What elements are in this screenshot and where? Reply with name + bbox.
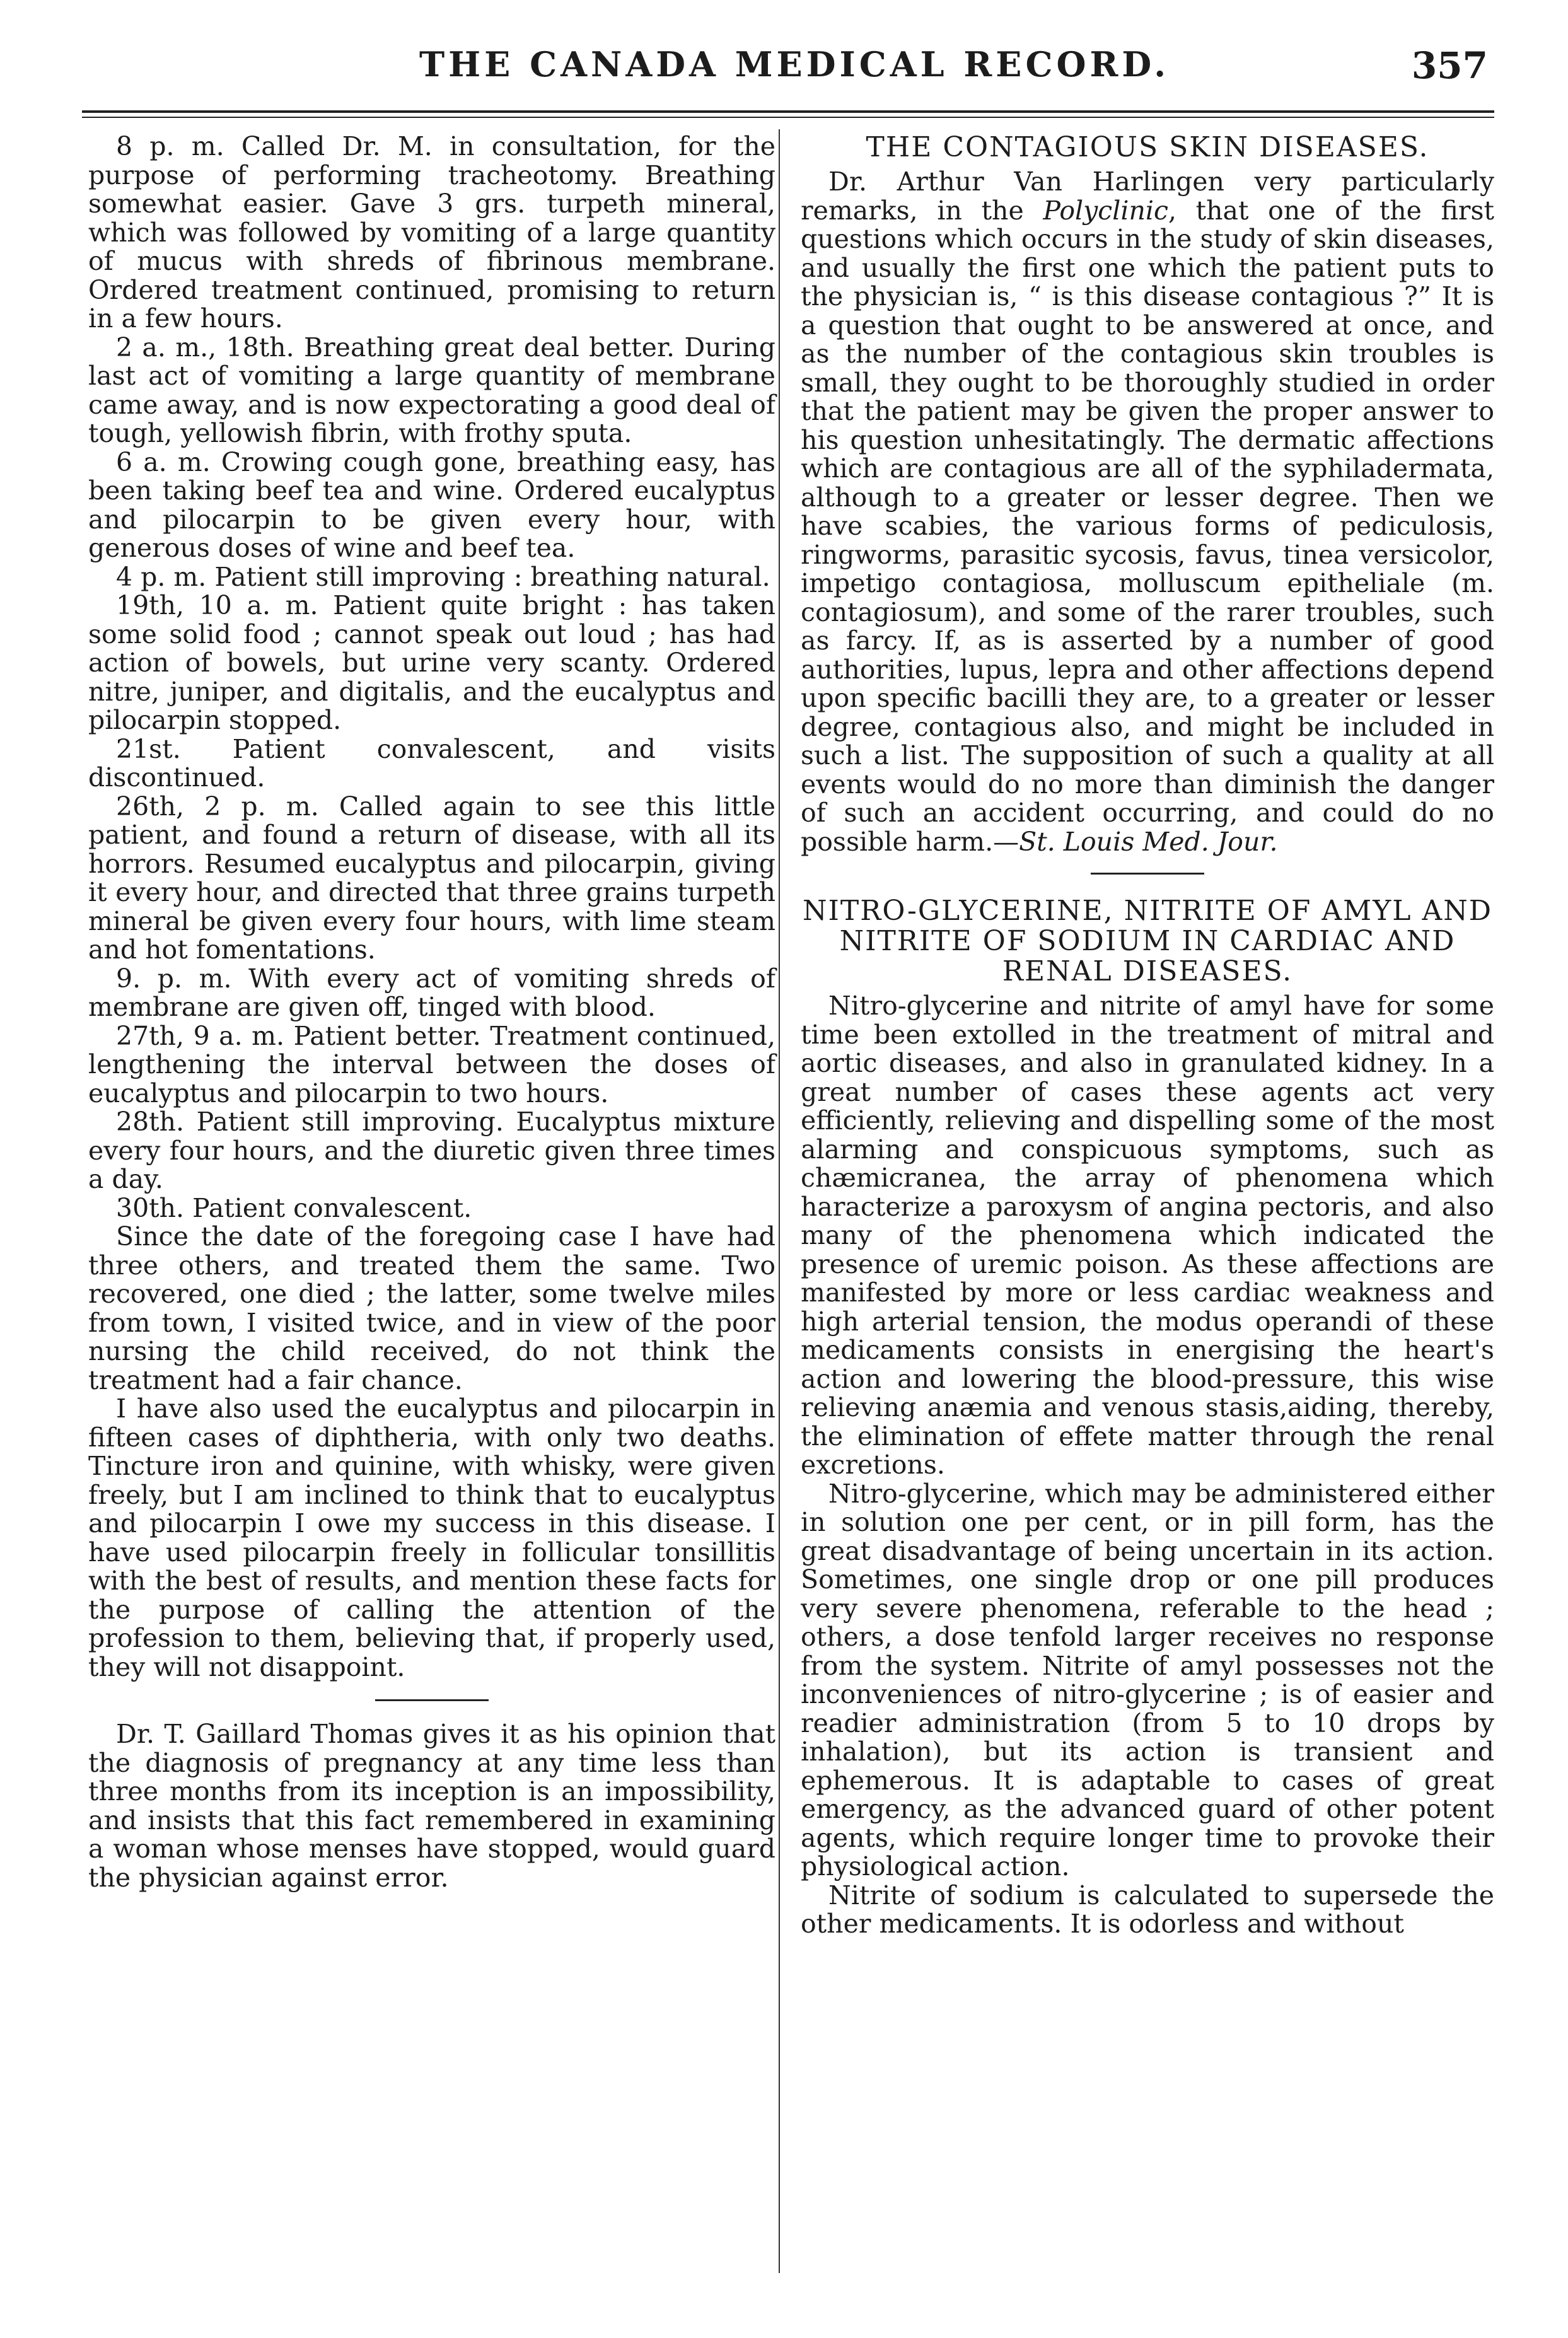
journal-title: THE CANADA MEDICAL RECORD. (419, 44, 1170, 84)
paragraph: Since the date of the foregoing case I have had three others, and treated them the same. Two recovered, one died ; the latter, some twelve miles from town, I visited twice, and in view of the poor nursing the child received, do not think the treatment had a fair chance. (88, 1221, 775, 1395)
section-separator (1091, 873, 1204, 875)
paragraph: 4 p. m. Patient still improving : breathing natural. (116, 561, 770, 592)
paragraph: 27th, 9 a. m. Patient better. Treatment continued, lengthening the interval between the doses of eucalyptus and pilocarpin to two hours. (88, 1020, 775, 1108)
section-heading-nitro-glycerine: NITRO-GLYCERINE, NITRITE OF AMYL AND NITRITE OF SODIUM IN CARDIAC AND RENAL DISEASES. (802, 895, 1493, 987)
paragraph: Nitro-glycerine and nitrite of amyl have for some time been extolled in the treatment of mitral and aortic diseases, and also in granulated kidney. In a great number of cases these agents act very efficiently, relieving and dispelling some of the most alarming and conspicuous symptoms, such as chæmicranea, the array of phenomena which haracterize a paroxysm of angina pectoris, and also many of the phenomena which indicated the presence of uremic poison. As these affections are manifested by more or less cardiac weakness and high arterial tension, the modus operandi of these medicaments consists in energising the heart's action and lowering the blood-pressure, this wise relieving anæmia and venous stasis,aiding, thereby, the elimination of effete matter through the renal excretions. (801, 991, 1494, 1480)
column-divider (779, 129, 780, 2273)
thomas-paragraph: Dr. T. Gaillard Thomas gives it as his opinion that the diagnosis of pregnancy at any time less than three months from its inception is an impossibility, and insists that this fact remembered in examining a woman whose menses have stopped, would guard the physician against error. (88, 1719, 775, 1893)
paragraph: 28th. Patient still improving. Eucalyptus mixture every four hours, and the diuretic given three times a day. (88, 1107, 775, 1194)
paragraph: 19th, 10 a. m. Patient quite bright : has taken some solid food ; cannot speak out loud ; has had action of bowels, but urine very scanty. Ordered nitre, juniper, and digitalis, and the eucalyptus and pilocarpin stopped. (88, 590, 775, 735)
paragraph: 6 a. m. Crowing cough gone, breathing easy, has been taking beef tea and wine. Ordered eucalyptus and pilocarpin to be given every hour, with generous doses of wine and beef tea. (88, 446, 775, 563)
paragraph: Nitro-glycerine, which may be administered either in solution one per cent, or in pill form, has the great disadvantage of being uncertain in its action. Sometimes, one single drop or one pill produces very severe phenomena, referable to the head ; others, a dose tenfold larger receives no response from the system. Nitrite of amyl possesses not the inconveniences of nitro-glycerine ; is of easier and readier administration (from 5 to 10 drops by inhalation), but its action is transient and ephemerous. It is adaptable to cases of great emergency, as the advanced guard of other potent agents, which require longer time to provoke their physiological action. (801, 1478, 1494, 1881)
paragraph: 2 a. m., 18th. Breathing great deal better. During last act of vomiting a large quantity of membrane came away, and is now expectorating a good deal of tough, yellowish fibrin, with frothy sputa. (88, 332, 775, 448)
paragraph: 21st. Patient convalescent, and visits discontinued. (88, 733, 775, 793)
paragraph: Nitrite of sodium is calculated to supersede the other medicaments. It is odorless and without (801, 1880, 1494, 1939)
source-citation: St. Louis Med. Jour. (1019, 826, 1278, 857)
paragraph: 8 p. m. Called Dr. M. in consultation, for the purpose of performing tracheotomy. Breathing somewhat easier. Gave 3 grs. turpeth mineral, which was followed by vomiting of a large quantity of mucus with shreds of fibrinous membrane. Ordered treatment continued, promising to return in a few hours. (88, 131, 775, 334)
section-heading-skin-diseases: THE CONTAGIOUS SKIN DISEASES. (866, 131, 1429, 163)
header-rule (82, 110, 1494, 118)
paragraph: 9. p. m. With every act of vomiting shreds of membrane are given off, tinged with blood. (88, 963, 775, 1022)
section-separator (375, 1699, 489, 1701)
paragraph: I have also used the eucalyptus and pilocarpin in fifteen cases of diphtheria, with only two deaths. Tincture iron and quinine, with whisky, were given freely, but I am inclined to think that to eucalyptus and pilocarpin I owe my success in this disease. I have used pilocarpin freely in follicular tonsillitis with the best of results, and mention these facts for the purpose of calling the attention of the profession to them, believing that, if properly used, they will not disappoint. (88, 1393, 775, 1682)
page-number: 357 (1411, 44, 1488, 87)
left-column (88, 132, 775, 1892)
paragraph: 26th, 2 p. m. Called again to see this little patient, and found a return of disease, with all its horrors. Resumed eucalyptus and pilocarpin, giving it every hour, and directed that three grains turpeth mineral be given every four hours, with lime steam and hot fomentations. (88, 791, 775, 965)
paragraph: 30th. Patient convalescent. (116, 1192, 472, 1223)
journal-name: Polyclinic (1043, 195, 1168, 226)
right-column (801, 132, 1494, 1939)
skin-diseases-paragraph (801, 168, 1494, 856)
text-run: Dr. Arthur Van Harlingen very particularly remarks, in the (801, 166, 1494, 226)
page-header (95, 44, 1494, 113)
text-run: , that one of the first questions which occurs in the study of skin diseases, and usually the first one which the patient puts to the physician is, “ is this disease contagious ?” It is a question that ought to be answered at once, and as the number of the contagious skin troubles is small, they ought to be thoroughly studied in order that the patient may be given the proper answer to his question unhesitatingly. The dermatic affections which are contagious are all of the syphiladermata, although to a greater or lesser degree. Then we have scabies, the various forms of pediculosis, ringworms, parasitic sycosis, favus, tinea versicolor, impetigo contagiosa, molluscum epitheliale (m. contagiosum), and some of the rarer troubles, such as farcy. If, as is asserted by a number of good authorities, lupus, lepra and other affections depend upon specific bacilli they are, to a greater or lesser degree, contagious also, and might be included in such a list. The supposition of such a quality at all events would do no more than diminish the danger of such an accident occurring, and could do no possible harm.— (801, 195, 1494, 857)
